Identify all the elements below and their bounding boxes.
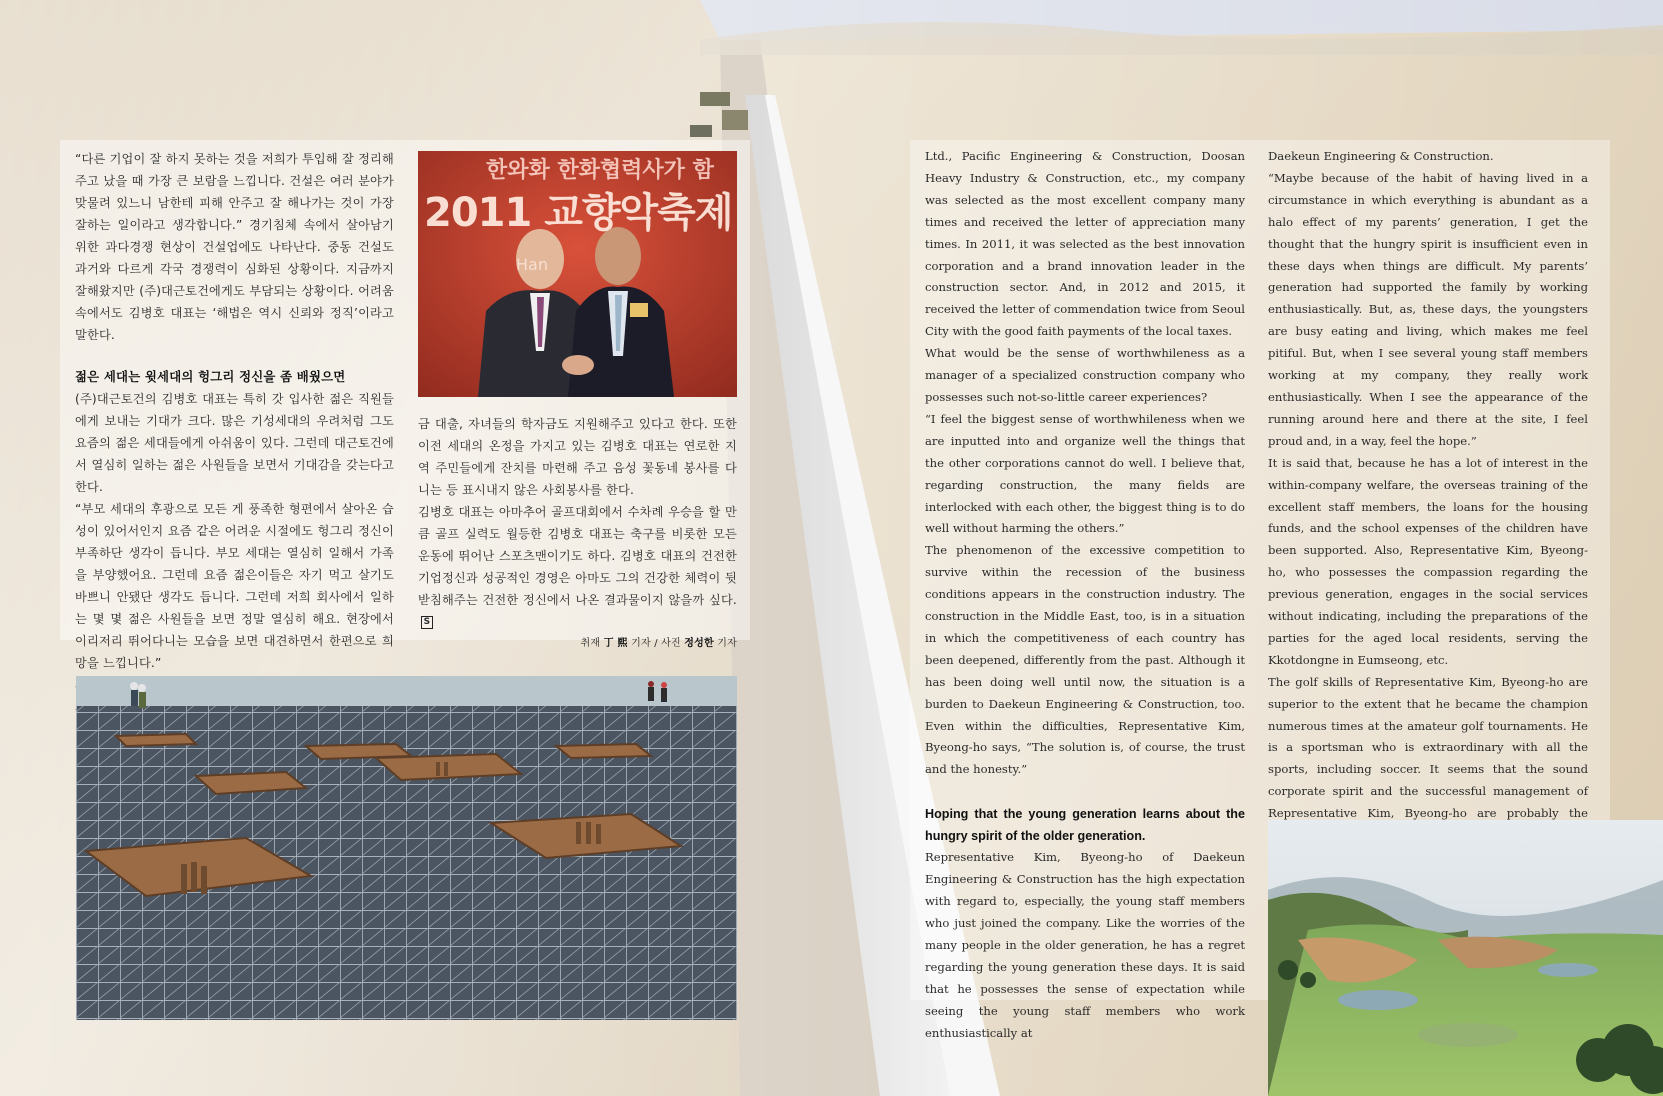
credit-suffix: 기자 [717,638,737,649]
korean-column-2 [418,413,737,655]
korean-paragraph: (주)대근토건의 김병호 대표는 특히 갓 입사한 젊은 직원들에게 보내는 기대가 크다. 많은 기성세대의 우려처럼 그도 요즘의 젊은 세대들에게 아쉬움이 있다. 그런데 대근토건에서 열심히 일하는 젊은 사원들을 보면서 기대감을 갖는다고 한다. [75,392,394,494]
scaffolding-photo [76,676,737,1020]
photo-credit [418,633,737,655]
banner-title: 2011 교향악축제 [424,190,733,236]
english-paragraph: Ltd., Pacific Engineering & Construction, Doosan Heavy Industry & Construction, etc., my company was selected as the most excellent company many times and received the letter of appreciation many times. In 2011, it was selected as the best innovation corporation and a brand innovation leader in the construction sector. And, in 2012 and 2015, it received the letter of commendation twice from Seoul City with the good faith payments of the local taxes. [925,149,1245,339]
golf-course-photo [1268,820,1663,1096]
credit-writer: 丁 熙 [603,638,628,649]
english-paragraph-text: The golf skills of Representative Kim, Byeong-ho are superior to the extent that he became the champion numerous times at the amateur golf tournaments. He is a sportsman who is extraordinary with all the sports, including soccer. It seems that the sound corporate spirit and the successful management of Representative Kim, Byeong-ho are probably the [1268,674,1588,821]
end-mark-icon: S [421,616,433,629]
english-paragraph: It is said that, because he has a lot of interest in the within-company welfare, the overseas training of the excellent staff members, the loans for the housing funds, and the school expenses of the children have been supported. Also, Representative Kim, Byeong-ho, who possesses the compassion regarding the previous generation, engages in the social services without indicating, including the preparations of the parties for the aged local residents, serving the Kkotdongne in Eumseong, etc. [1268,455,1588,667]
korean-paragraph: “다른 기업이 잘 하지 못하는 것을 저희가 투입해 잘 정리해주고 났을 때 가장 큰 보람을 느낍니다. 건설은 여러 분야가 맞물려 있느니 남한테 피해 안주고 잘 해나가는 것이 가장 잘하는 일이라고 생각합니다.” 경기침체 속에서 살아남기 위한 과다경쟁 현상이 건설업에도 나타난다. 중동 건설도 과거와 다르게 각국 경쟁력이 심화된 상황이다. 지금까지 잘해왔지만 (주)대근토건에게도 부담되는 상황이다. 어려움 속에서도 김병호 대표는 ‘해법은 역시 신뢰와 정직’이라고 말한다. [75,152,394,342]
banner-logo: Han [516,255,548,274]
english-column-2 [1268,146,1588,869]
credit-mid: 기자 / 사진 [631,638,681,649]
handshake-photo [418,151,737,397]
credit-prefix: 취재 [580,638,601,649]
english-paragraph: Representative Kim, Byeong-ho of Daekeun Engineering & Construction has the high expectation with regard to, especially, the young staff members who just joined the company. Like the worries of the many people in the older generation, he has a regret regarding the young generation these days. It is said that he possesses the sense of expectation while seeing the young staff members who work enthusiastically at [925,850,1245,1040]
english-paragraph: The phenomenon of the excessive competition to survive within the recession of the business conditions appears in the construction industry. The construction in the Middle East, too, is in a situation in which the competitiveness of each country has been deepened, differently from the past. Although it has been doing well until now, the situation is a burden to Daekeun Engineering & Construction, too. Even within the difficulties, Representative Kim, Byeong-ho says, “The solution is, of course, the trust and the honesty.” [925,543,1245,777]
korean-paragraph-text: 김병호 대표는 아마추어 골프대회에서 수차례 우승을 할 만큼 골프 실력도 월등한 김병호 대표는 축구를 비롯한 모든 운동에 뛰어난 스포츠맨이기도 하다. 김병호 대표의 건전한 기업정신과 성공적인 경영은 아마도 그의 건강한 체력이 뒷받침해주는 건전한 정신에서 나온 결과물이지 않을까 싶다. [418,505,737,607]
banner-headline: 한와화 한화협력사가 함 [486,158,714,183]
korean-paragraph: “부모 세대의 후광으로 모든 게 풍족한 형편에서 살아온 습성이 있어서인지 요즘 같은 어려운 시절에도 헝그리 정신이 부족하단 생각이 듭니다. 부모 세대는 열심히 일해서 가족을 부양했어요. 그런데 요즘 젊은이들은 자기 먹고 살기도 바쁘니 안됐단 생각도 듭니다. 그런데 저희 회사에서 일하는 몇 몇 젊은 사원들을 보면 정말 열심히 해요. 현장에서 이리저리 뛰어다니는 모습을 보면 대견하면서 한편으로 희망을 느낍니다.” [75,502,394,670]
english-paragraph: “Maybe because of the habit of having lived in a circumstance in which everything is abundant as a halo effect of my parents’ generation, I get the thought that the hungry spirit is insufficient even in these days when things are difficult. My parents’ generation had supported the family by working enthusiastically. But, as, these days, the youngsters are busy eating and living, which makes me feel pitiful. But, when I see several young staff members working at my company, they really work enthusiastically. When I see the appearance of the running around here and there at the site, I feel proud and, in a way, feel the hope.” [1268,170,1588,448]
korean-column-1 [75,148,394,718]
credit-photographer: 정성한 [684,638,714,649]
english-paragraph: What would be the sense of worthwhileness as a manager of a specialized construction company who possesses such not-so-little career experiences? [925,346,1245,404]
korean-paragraph: 금 대출, 자녀들의 학자금도 지원해주고 있다고 한다. 또한 이전 세대의 온정을 가지고 있는 김병호 대표는 연로한 지역 주민들에게 잔치를 마련해 주고 음성 꽃동네 봉사를 다니는 등 표시내지 않은 사회봉사를 한다. [418,417,737,497]
english-paragraph: “I feel the biggest sense of worthwhileness when we are inputted into and organize well the things that the other corporations cannot do well. I believe that, regarding construction, the many fields are interlocked with each other, the biggest thing is to do well without harming the others.” [925,411,1245,536]
english-subheading: Hoping that the young generation learns about the hungry spirit of the older generation. [925,807,1245,844]
english-paragraph: Daekeun Engineering & Construction. [1268,149,1494,163]
english-column-1 [925,146,1245,1044]
korean-subheading: 젊은 세대는 윗세대의 헝그리 정신을 좀 배웠으면 [75,369,346,384]
korean-paragraph [418,501,737,633]
